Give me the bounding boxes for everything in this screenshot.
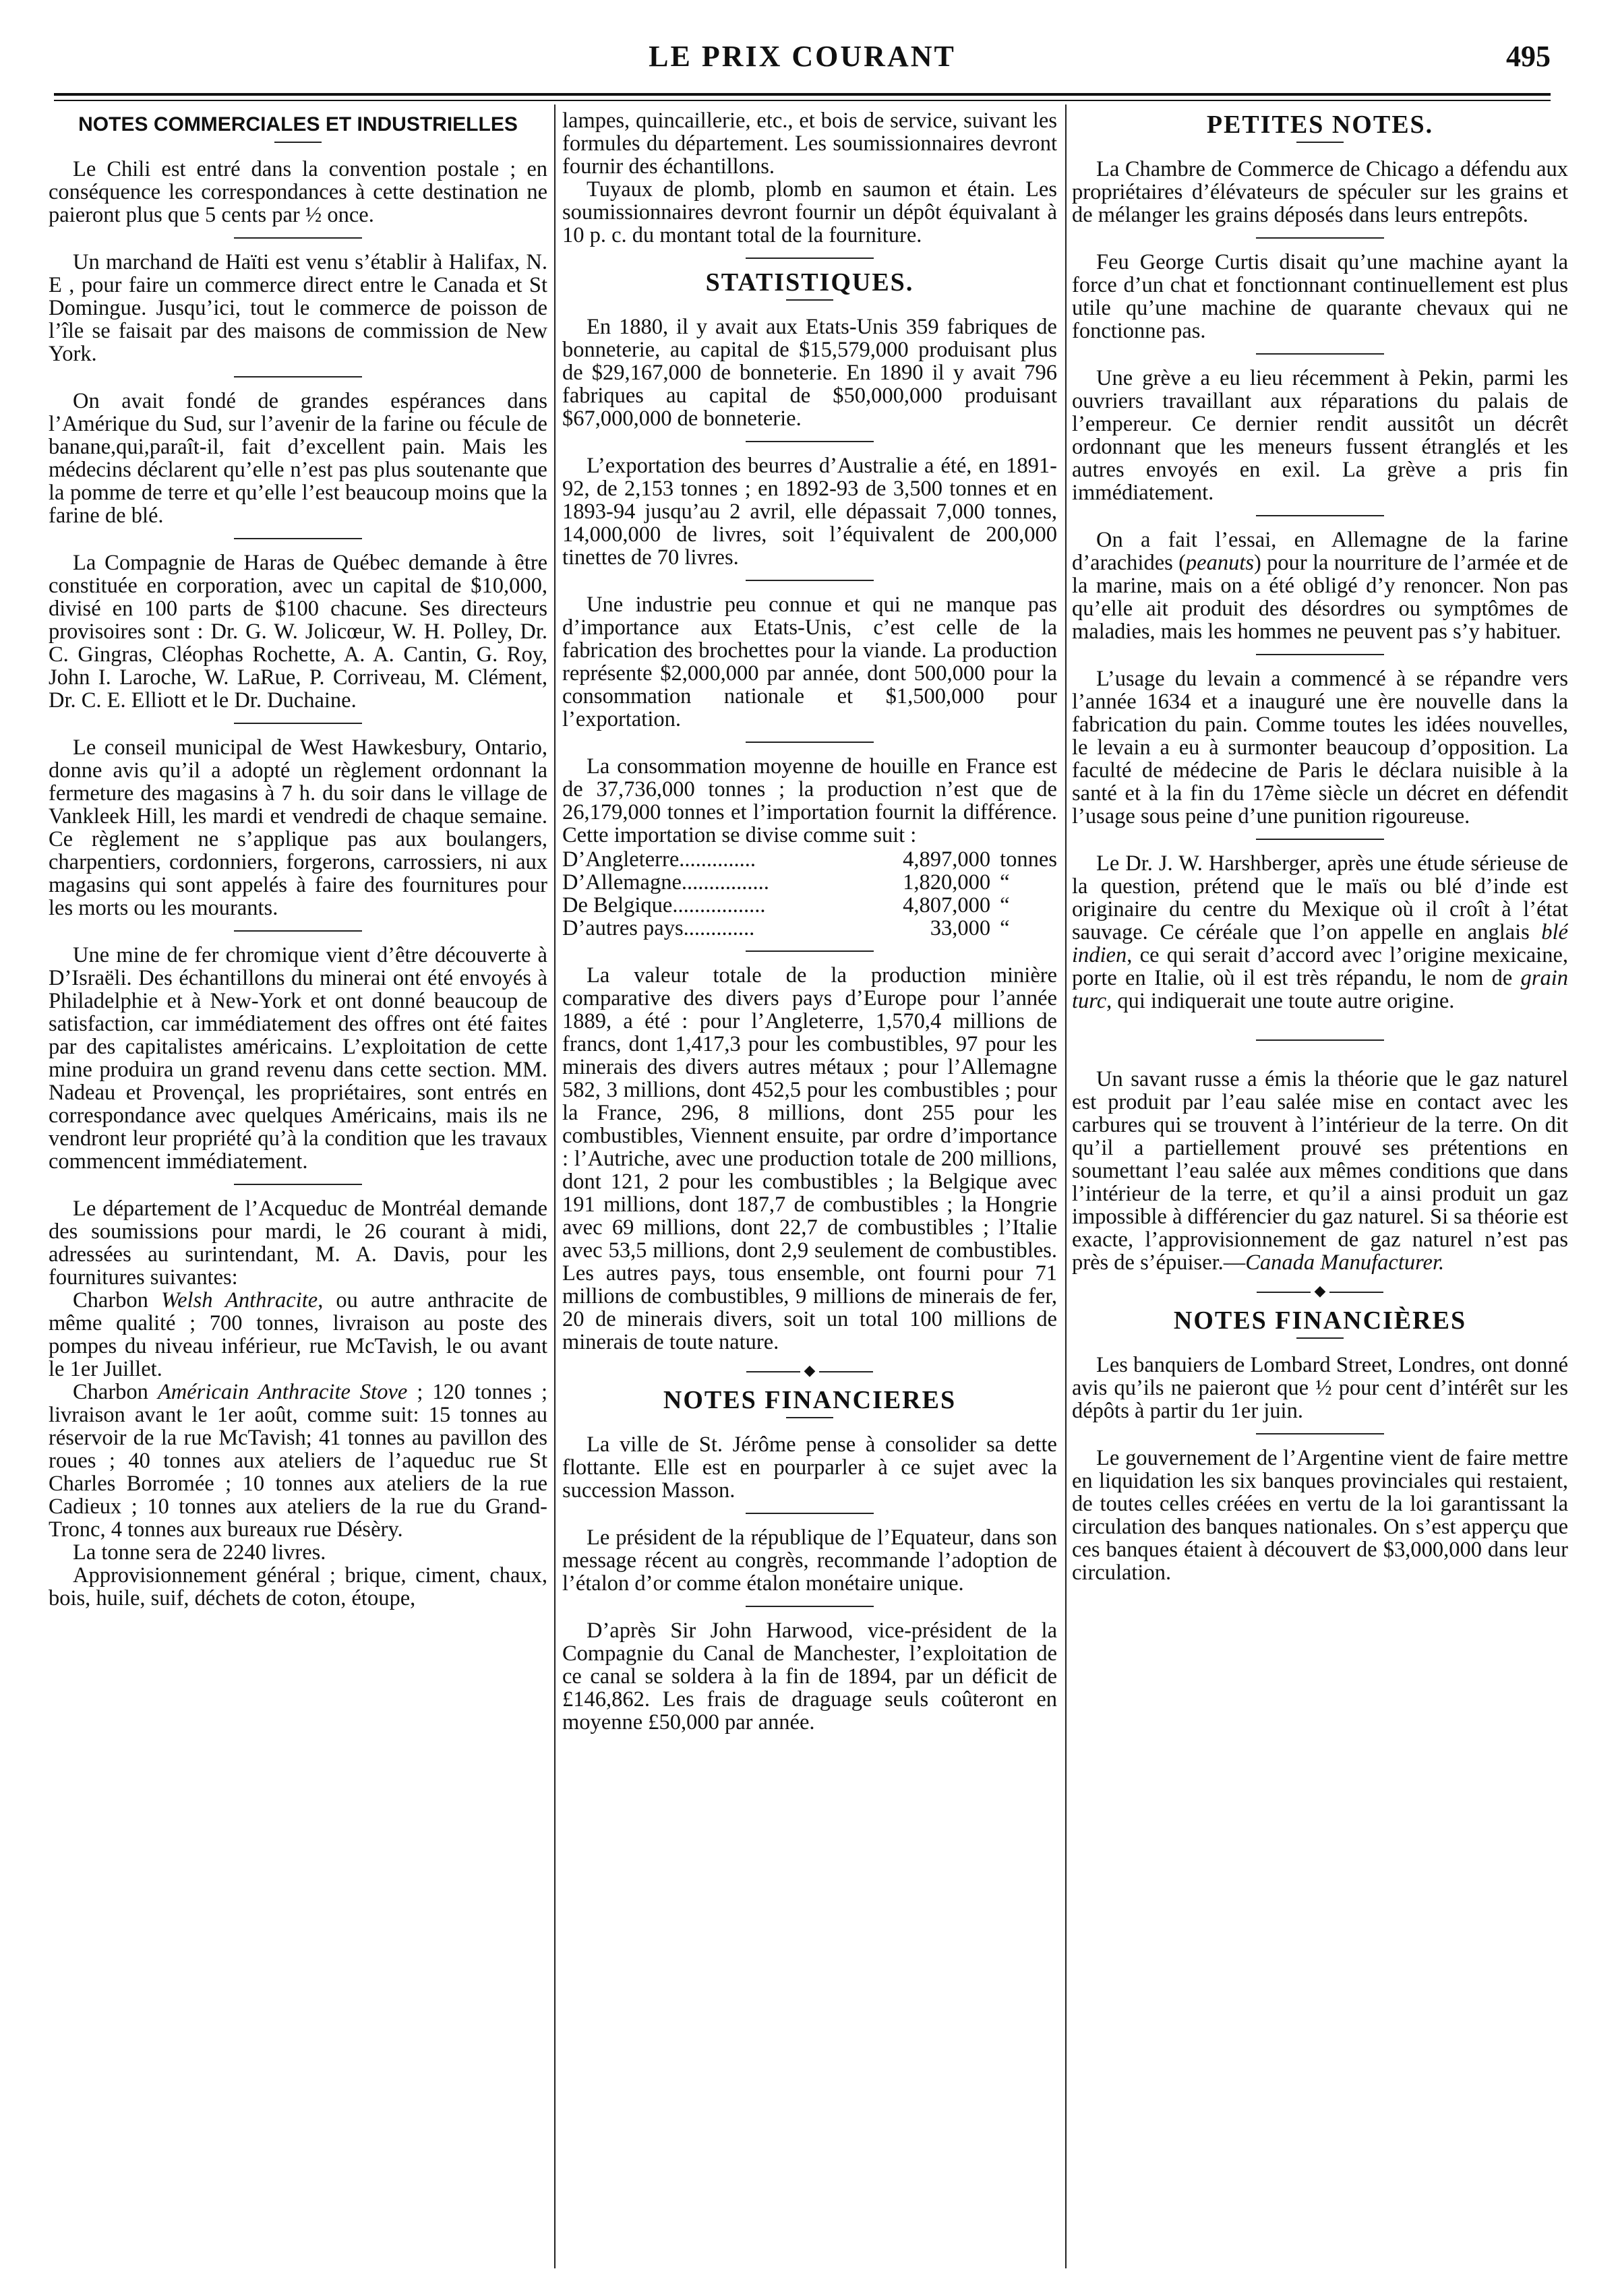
column-divider: [1065, 104, 1067, 2268]
row-label: D’Angleterre..............: [562, 847, 756, 872]
publication-title: LE PRIX COURANT: [649, 40, 956, 73]
separator: [1256, 839, 1384, 840]
row-unit: tonnes: [1000, 847, 1057, 872]
article: Le Dr. J. W. Harshberger, après une étude sérieuse de la question, prétend que le maïs ou blé d’inde est originaire du centre du Mexique où il croît à l’état sauvage. Ce céréale que l’on appelle en anglais blé indien, ce qui serait d’accord avec l’origine mexicaine, porte en Italie, où il est très répandu, le nom de grain turc, qui indiquerait une toute autre origine.: [1072, 851, 1568, 1013]
row-unit: “: [1000, 916, 1010, 940]
section-heading: NOTES COMMERCIALES ET INDUSTRIELLES: [78, 113, 518, 135]
section-heading: NOTES FINANCIERES: [663, 1386, 957, 1414]
article: Un savant russe a émis la théorie que le gaz naturel est produit par l’eau salée mise en contact avec les carbures qui se trouvent à l’intérieur de la terre. On dit qu’il a partiellement prouvé ses prétentions en soumettant l’eau salée aux mêmes conditions que dans l’intérieur de la terre, et qu’il a ainsi produit un gaz impossible à différencier du gaz naturel. Si sa théorie est exacte, l’approvisionnement de gaz naturel n’est pas près de s’épuiser.—Canada Manufacturer.: [1072, 1067, 1568, 1275]
article-line: La tonne sera de 2240 livres.: [73, 1540, 326, 1565]
import-table: [562, 848, 1057, 940]
separator: [1256, 1433, 1384, 1434]
separator: [746, 950, 874, 952]
article-line: Charbon Américain Anthracite Stove ; 120 tonnes ; livraison avant le 1er août, comme suit: 15 tonnes au réservoir de la rue McTavish; 41 tonnes au pavillon des roues ; 40 tonnes aux ateliers de l’aqueduc rue St Charles Borromée ; 10 tonnes aux ateliers de la rue Cadieux ; 10 tonnes aux ateliers de la rue du Grand-Tronc, 4 tonnes aux bureaux rue Désèry.: [49, 1380, 547, 1542]
article: Un marchand de Haïti est venu s’établir à Halifax, N. E , pour faire un commerce direct entre le Canada et St Domingue. Jusqu’ici, tout le commerce de poisson de l’île se faisait par des maisons de commission de New York.: [49, 250, 547, 366]
article: La Compagnie de Haras de Québec demande à être constituée en corporation, avec un capital de $10,000, divisé en 100 parts de $100 chacune. Ses directeurs provisoires sont : Dr. G. W. Jolicœur, W. H. Polley, Dr. C. Gingras, Cléophas Rochette, A. A. Cantin, G. Roy, John I. Laroche, W. LaRue, P. Corriveau, M. Clément, Dr. C. E. Elliott et le Dr. Duchaine.: [49, 551, 547, 713]
section-heading: NOTES FINANCIÈRES: [1173, 1306, 1467, 1335]
section-heading: STATISTIQUES.: [705, 268, 914, 297]
separator: [746, 441, 874, 442]
separator: [234, 930, 362, 932]
row-label: D’autres pays.............: [562, 916, 755, 940]
column-2: [562, 109, 1057, 2270]
separator: [746, 742, 874, 743]
separator: [1296, 1337, 1344, 1339]
separator: [746, 580, 874, 581]
article: Une industrie peu connue et qui ne manque pas d’importance aux Etats-Unis, c’est celle de la fabrication des brochettes pour la viande. La production représente $2,000,000 par année, dont 500,000 pour la consommation nationale et $1,500,000 pour l’exportation.: [562, 593, 1057, 731]
article: Le président de la république de l’Equateur, dans son message récent au congrès, recommande l’adoption de l’étalon d’or comme étalon monétaire unique.: [562, 1525, 1057, 1596]
separator: [786, 299, 833, 301]
article: Feu George Curtis disait qu’une machine ayant la force d’un chat et fonctionnant continuellement est plus utile qu’une machine de quarante chevaux qui ne fonctionne pas.: [1072, 250, 1568, 343]
separator: [1256, 515, 1384, 516]
column-1: [49, 109, 547, 2270]
article: Une grève a eu lieu récemment à Pekin, parmi les ouvriers travaillant aux réparations du palais de l’empereur. Ce dernier rendit aussitôt un décrêt ordonnant que les meneurs fussent étranglés et les autres envoyés en exil. La grève a pris fin immédiatement.: [1072, 366, 1568, 505]
article: Le département de l’Acqueduc de Montréal demande des soumissions pour mardi, le 26 courant à midi, adressées au surintendant, M. A. Davis, pour les fournitures suivantes:: [49, 1197, 547, 1290]
table-row: [562, 871, 1057, 894]
column-divider: [554, 104, 556, 2268]
article: Le conseil municipal de West Hawkesbury, Ontario, donne avis qu’il a adopté un règlement ordonnant la fermeture des magasins à 7 h. du soir dans le village de Vankleek Hill, les mardi et vendredi de chaque semaine. Ce règlement ne s’applique pas aux boulangers, charpentiers, cordonniers, forgerons, carrossiers, ni aux magasins qui sont appelés à faire des fournitures pour les morts ou les mourants.: [49, 735, 547, 920]
page-number: 495: [1506, 40, 1551, 73]
separator: [234, 538, 362, 539]
header-rule: [54, 93, 1551, 96]
column-3: [1072, 109, 1568, 2270]
separator: [1296, 142, 1344, 143]
running-head: [54, 39, 1551, 80]
row-amount: 1,820,000: [903, 870, 991, 895]
separator: [1256, 1039, 1384, 1041]
row-amount: 4,897,000: [903, 847, 991, 872]
article: Le Chili est entré dans la convention postale ; en conséquence les correspondances à cette destination ne paieront plus que 5 cents par ½ once.: [49, 157, 547, 227]
row-unit: “: [1000, 893, 1010, 917]
separator: [1256, 237, 1384, 239]
separator: [746, 258, 874, 259]
article: Une mine de fer chromique vient d’être découverte à D’Israëli. Des échantillons du minerai ont été envoyés à Philadelphie et à New-York et ont donné beaucoup de satisfaction, car immédiatement des offres ont été faites par des capitalistes américains. L’exploitation de cette mine produira un grand revenu dans cette section. MM. Nadeau et Provençal, les propriétaires, sont entrés en correspondance avec quelques Américains, mais ils ne vendront leur propriété qu’à la condition que les travaux commencent immédiatement.: [49, 943, 547, 1174]
article: L’usage du levain a commencé à se répandre vers l’année 1634 et a inauguré une ère nouvelle dans la fabrication du pain. Comme toutes les idées nouvelles, le levain a eu à surmonter beaucoup d’opposition. La faculté de médecine de Paris le déclara nuisible à la santé et à la fin du 17ème siècle un décret en défendit l’usage sous peine d’une punition rigoureuse.: [1072, 667, 1568, 828]
header-rule-thin: [54, 100, 1551, 101]
separator: [746, 1513, 874, 1514]
table-row: [562, 894, 1057, 917]
article: En 1880, il y avait aux Etats-Unis 359 fabriques de bonneterie, au capital de $15,579,000 produisant plus de $29,167,000 de bonneterie. En 1890 il y avait 796 fabriques au capital de $50,000,000 produisant $67,000,000 de bonneterie.: [562, 315, 1057, 431]
article: La valeur totale de la production minière comparative des divers pays d’Europe pour l’année 1889, a été : pour l’Angleterre, 1,570,4 millions de francs, dont 1,417,3 pour les combustibles, 97 pour les minerais des divers autres métaux ; pour l’Allemagne 582, 3 millions, dont 452,5 pour les combustibles ; pour la France, 296, 8 millions, dont 255 pour les combustibles, Viennent ensuite, par ordre d’importance : l’Autriche, avec une production totale de 200 millions, dont 121, 2 pour les combustibles ; la Belgique avec 191 millions, dont 187,7 de combustibles ; la Hongrie avec 69 millions, dont 22,7 de combustibles ; l’Italie avec 53,5 millions, dont 2,9 seulement de combustibles. Les autres pays, tous ensemble, ont fourni pour 71 millions de combustibles, 9 millions de minerais de fer, 20 de minerais divers, soit un total 100 millions de minerais de toute nature.: [562, 963, 1057, 1354]
article: La consommation moyenne de houille en France est de 37,736,000 tonnes ; la production n’est que de 26,179,000 tonnes et l’importation fournit la différence. Cette importation se divise comme suit :: [562, 754, 1057, 847]
row-amount: 33,000: [930, 916, 991, 940]
row-label: De Belgique.................: [562, 893, 766, 917]
ornament-divider: ◆: [1072, 1283, 1568, 1298]
ornament-divider: ◆: [562, 1363, 1057, 1378]
table-row: [562, 848, 1057, 871]
row-label: D’Allemagne................: [562, 870, 769, 895]
row-amount: 4,807,000: [903, 893, 991, 917]
separator: [1256, 654, 1384, 655]
article: La Chambre de Commerce de Chicago a défendu aux propriétaires d’élévateurs de spéculer sur les grains et de mélanger les grains déposés dans leurs entrepôts.: [1072, 157, 1568, 227]
row-unit: “: [1000, 870, 1010, 895]
separator: [746, 1606, 874, 1607]
separator: [234, 723, 362, 724]
article: D’après Sir John Harwood, vice-président de la Compagnie du Canal de Manchester, l’exploitation de ce canal se soldera à la fin de 1894, par un déficit de £146,862. Les frais de draguage seuls coûteront en moyenne £50,000 par année.: [562, 1619, 1057, 1734]
article: lampes, quincaillerie, etc., et bois de service, suivant les formules du département. Les soumissionnaires devront fournir des échantillons.: [562, 109, 1057, 179]
separator: [234, 376, 362, 377]
article: La ville de St. Jérôme pense à consolider sa dette flottante. Elle est en pourparler à ce sujet avec la succession Masson.: [562, 1432, 1057, 1503]
article-line: Charbon Welsh Anthracite, ou autre anthracite de même qualité ; 700 tonnes, livraison au poste des pompes du niveau inférieur, rue McTavish, le ou avant le 1er Juillet.: [49, 1288, 547, 1381]
separator: [234, 237, 362, 239]
article: Le gouvernement de l’Argentine vient de faire mettre en liquidation les six banques provinciales qui restaient, de toutes celles créées en vertu de la loi garantissant la circulation des banques nationales. On s’est apperçu que ces banques étaient à découvert de $3,000,000 dans leur circulation.: [1072, 1446, 1568, 1585]
separator: [274, 142, 322, 143]
article-line: Approvisionnement général ; brique, ciment, chaux, bois, huile, suif, déchets de coton, étoupe,: [49, 1563, 547, 1610]
article: On avait fondé de grandes espérances dans l’Amérique du Sud, sur l’avenir de la farine ou fécule de banane,qui,paraît-il, fait d’excellent pain. Mais les médecins déclarent qu’elle n’est pas plus soutenante que la pomme de terre et qu’elle l’est beaucoup moins que la farine de blé.: [49, 389, 547, 528]
separator: [1256, 353, 1384, 355]
article: L’exportation des beurres d’Australie a été, en 1891-92, de 2,153 tonnes ; en 1892-93 de 3,500 tonnes et en 1893-94 jusqu’au 2 avril, elle dépassait 7,000 tonnes, 14,000,000 de livres, soit l’équivalent de 200,000 tinettes de 70 livres.: [562, 454, 1057, 570]
separator: [786, 1417, 833, 1418]
table-row: [562, 917, 1057, 940]
article: Tuyaux de plomb, plomb en saumon et étain. Les soumissionnaires devront fournir un dépôt équivalant à 10 p. c. du montant total de la fourniture.: [562, 177, 1057, 247]
article: On a fait l’essai, en Allemagne de la farine d’arachides (peanuts) pour la nourriture de l’armée et de la marine, mais on a été obligé d’y renoncer. Non pas qu’elle ait produit des désordres ou symptômes de maladies, mais les hommes ne peuvent pas s’y habituer.: [1072, 528, 1568, 644]
section-heading: PETITES NOTES.: [1206, 111, 1434, 139]
separator: [234, 1184, 362, 1185]
article: Les banquiers de Lombard Street, Londres, ont donné avis qu’ils ne paieront que ½ pour cent d’intérêt sur les dépôts à partir du 1er juin.: [1072, 1353, 1568, 1423]
